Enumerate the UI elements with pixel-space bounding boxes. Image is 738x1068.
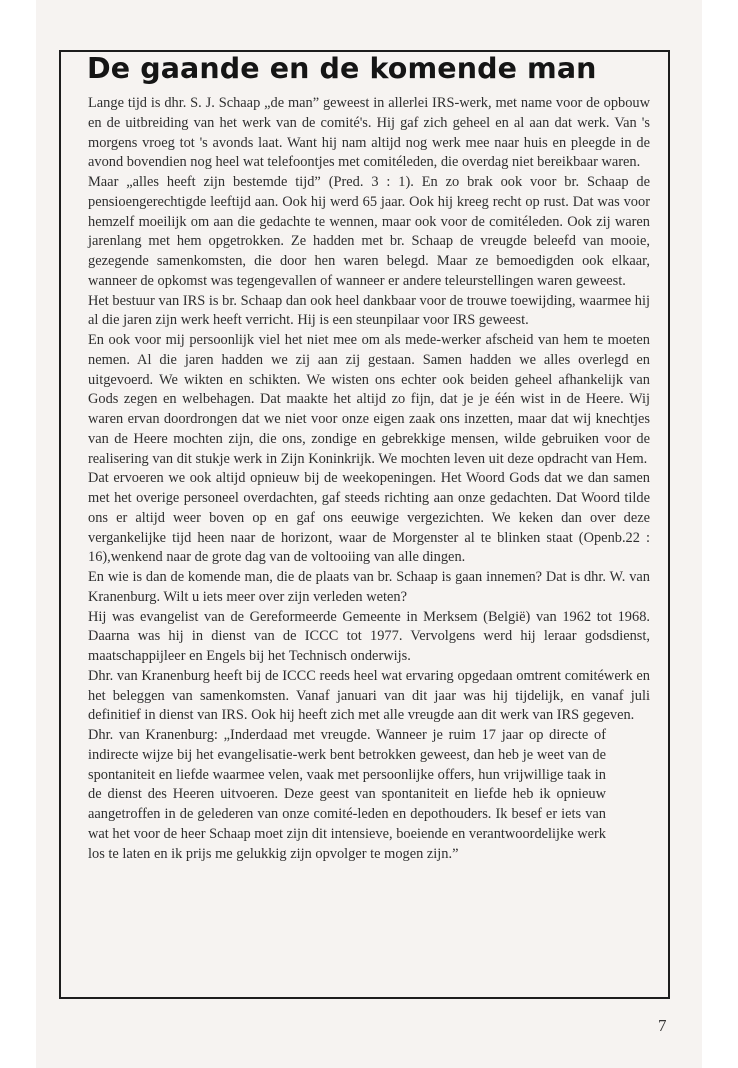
- paragraph: Maar „alles heeft zijn bestemde tijd” (Pred. 3 : 1). En zo brak ook voor br. Schaap de pensioengerechtigde leeftijd aan. Ook hij werd 65 jaar. Ook hij kreeg recht op rust. Dat was voor hemzelf moeilijk om aan die gedachte te wennen, maar ook voor de comitéleden. Ook zij waren jarenlang met hem opgetrokken. Ze hadden met br. Schaap de vreugde beleefd van mooie, gezegende samenkomsten, die door hen waren belegd. Maar ze bemoedigden ook elkaar, wanneer de opkomst was tegengevallen of wanneer er andere teleurstellingen waren geweest.: [88, 174, 650, 289]
- paragraph: En wie is dan de komende man, die de plaats van br. Schaap is gaan innemen? Dat is dhr. W. van Kranenburg. Wilt u iets meer over zijn verleden weten?: [88, 569, 650, 605]
- paragraph: Dat ervoeren we ook altijd opnieuw bij de weekopeningen. Het Woord Gods dat we dan samen met het overige personeel overdachten, gaf steeds richting aan onze gedachten. Dat Woord tilde ons er altijd weer boven op en gaf ons eeuwige vergezichten. We keken dan over deze vergankelijke tijd heen naar de horizont, waar de Morgenster al te blinken staat (Openb.22 : 16),wenkend naar de grote dag van de voltooiing van alle dingen.: [88, 470, 650, 566]
- article-title: De gaande en de komende man: [87, 52, 597, 85]
- page-number: 7: [658, 1016, 667, 1035]
- paragraph: En ook voor mij persoonlijk viel het niet mee om als mede-werker afscheid van hem te moeten nemen. Al die jaren hadden we zij aan zij gestaan. Samen hadden we alles overlegd en uitgevoerd. We wikten en schikten. We wisten ons echter ook beiden geheel afhankelijk van Gods zegen en welbehagen. Dat maakte het altijd zo fijn, dat je je één wist in de Heere. Wij waren ervan doordrongen dat we niet voor onze eigen zaak ons inzetten, maar dat wij knechtjes van de Heere mochten zijn, die ons, zondige en gebrekkige mensen, wilde gebruiken voor de realisering van dit stukje werk in Zijn Koninkrijk. We mochten leven uit deze opdracht van Hem.: [88, 332, 650, 467]
- paragraph: Dhr. van Kranenburg heeft bij de ICCC reeds heel wat ervaring opgedaan omtrent comitéwerk en het beleggen van samenkomsten. Vanaf januari van dit jaar was hij tijdelijk, en vanaf juli definitief in dienst van IRS. Ook hij heeft zich met alle vreugde aan dit werk van IRS gegeven.: [88, 667, 650, 724]
- paragraph: Hij was evangelist van de Gereformeerde Gemeente in Merksem (België) van 1962 tot 1968. Daarna was hij in dienst van de ICCC tot 1977. Vervolgens werd hij leraar godsdienst, maatschappijleer en Engels bij het Technisch onderwijs.: [88, 608, 650, 664]
- article-body: [88, 94, 650, 864]
- block-quote: Dhr. van Kranenburg: „Inderdaad met vreugde. Wanneer je ruim 17 jaar op directe of indirecte wijze bij het evangelisatie-werk bent betrokken geweest, dan heb je weet van de spontaniteit en liefde waarmee velen, vaak met persoonlijke offers, hun vrijwillige taak in de dienst des Heeren uitvoeren. Deze geest van spontaniteit en liefde heb ik opnieuw aangetroffen in de gelederen van onze comité-leden en depothouders. Ik besef er iets van wat het voor de heer Schaap moet zijn dit intensieve, boeiende en verantwoordelijke werk los te laten en ik prijs me gelukkig zijn opvolger te mogen zijn.”: [88, 727, 606, 862]
- paragraph: Lange tijd is dhr. S. J. Schaap „de man” geweest in allerlei IRS-werk, met name voor de opbouw en de uitbreiding van het werk van de comité's. Hij gaf zich geheel en al aan dat werk. Van 's morgens vroeg tot 's avonds laat. Want hij nam altijd nog werk mee naar huis en pleegde in de avond bovendien nog heel wat telefoontjes met comitéleden, die overdag niet bereikbaar waren.: [88, 95, 650, 171]
- paragraph: Het bestuur van IRS is br. Schaap dan ook heel dankbaar voor de trouwe toewijding, waarmee hij al die jaren zijn werk heeft verricht. Hij is een steunpilaar voor IRS geweest.: [88, 292, 650, 329]
